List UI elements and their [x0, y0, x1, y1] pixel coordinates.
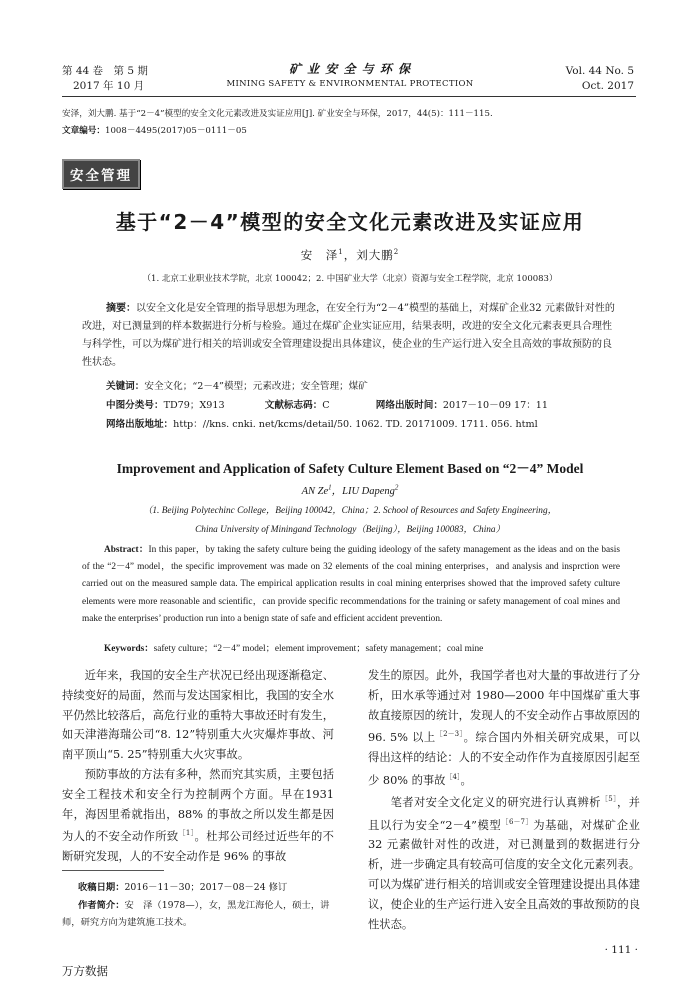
en-author-2: LIU Dapeng [342, 486, 395, 497]
body-right-p1-text-a: 发生的原因。此外，我国学者也对大量的事故进行了分析，田水承等通过对 1980—2000 年中国煤矿重大事故直接原因的统计，发现人的不安全动作占事故原因的 96. 5% 以上 [368, 669, 640, 745]
received-date [62, 879, 334, 897]
body-right-p1-text-b: 。综合国内外相关研究成果，可以得出这样的结论：人的不安全动作作为直接原因引起至少 80% 的事故 [368, 731, 640, 787]
online-address-value[interactable]: http：//kns. cnki. net/kcms/detail/50. 1062. TD. 20171009. 1711. 056. html [173, 419, 538, 430]
citation-ref-6-7[interactable]: ［6－7］ [501, 817, 534, 826]
author-bio-value: 安 泽（1978—），女，黑龙江海伦人，硕士，讲师，研究方向为建筑施工技术。 [62, 899, 330, 928]
doc-code-value: C [322, 400, 330, 411]
online-address-label: 网络出版地址： [106, 419, 174, 430]
header-issue-cn: 第 44 卷 第 5 期 [62, 65, 148, 77]
en-author-line [40, 483, 660, 498]
author-1: 安 泽 [300, 248, 339, 262]
author-line [60, 247, 640, 263]
classification-line [106, 397, 646, 415]
keywords-cn [106, 378, 626, 396]
keywords-cn-label: 关键词： [106, 381, 145, 392]
en-title: Improvement and Application of Safety Culture Element Based on “2－4” Model [116, 461, 584, 476]
body-right-p2-text-b: ，并且以行为安全“2－4”模型 [368, 796, 640, 832]
citation-ref-4[interactable]: ［4］ [445, 772, 461, 781]
en-author-separator: ， [331, 486, 343, 497]
body-left-column [62, 666, 334, 867]
author-separator: ， [343, 248, 357, 262]
author-bio-label: 作者简介： [78, 899, 125, 911]
en-affiliation [40, 502, 660, 540]
body-right-p2-text-c: 为基础，对煤矿企业32 元素做针对性的改进，对已测量到的数据进行分析，进一步确定具有较高可信度的安全文化元素列表。可以为煤矿进行相关的培训或安全管理建设提出具体建议，使企业的生产运行进入安全且高效的事故预防的良性状态。 [368, 818, 640, 931]
en-author-1: AN Ze [301, 486, 329, 497]
section-label: 安全管理 [62, 159, 140, 189]
abstract-cn [82, 300, 620, 372]
affiliation: （1. 北京工业职业技术学院，北京 100042；2. 中国矿业大学（北京）资源与安全工程学院，北京 100083） [142, 274, 558, 284]
header-issue [62, 64, 148, 94]
journal-name-en: MINING SAFETY & ENVIRONMENTAL PROTECTION [226, 79, 474, 89]
page-number: · 111 · [604, 944, 638, 956]
en-author-2-affil: 2 [394, 483, 399, 492]
body-right-p2-text-a: 笔者对安全文化定义的研究进行认真辨析 [390, 796, 601, 810]
body-right-paragraph-1 [368, 666, 640, 790]
article-number-label: 文章编号： [62, 126, 105, 136]
keywords-cn-text: 安全文化；“2－4”模型；元素改进；安全管理；煤矿 [144, 381, 368, 392]
abstract-cn-text: 以安全文化是安全管理的指导思想为理念，在安全行为“2－4”模型的基础上，对煤矿企业32 元素做针对性的改进，对已测量到的样本数据进行分析与检验。通过在煤矿企业实证应用，结果表明，改进的安全文化元素表更具合理性与科学性，可以为煤矿进行相关的培训或安全管理建设提出具体建议，使企业的生产运行进入安全且高效的事故预防的良性状态。 [82, 303, 615, 368]
body-right-column [368, 666, 640, 934]
header-volume [566, 64, 634, 94]
abstract-en-label: Abstract： [104, 545, 149, 555]
watermark-text: 万方数据 [62, 964, 108, 978]
abstract-en-text: In this paper，by taking the safety culture being the guiding ideology of the safety management as the ideas and on the basis of the “2－4” model，the specific improvement was made on 32 elements of the coal mining enterprises，and analysis and insprction were carried out on the measured sample data. The empirical application results in coal mining enterprises showed that the improved safety culture elements were more reasonable and scientific，can provide specific recommendations for the training or safety management of coal mines and make the enterprises’ production run into a benign state of safe and efficient accident prevention. [82, 545, 620, 624]
keywords-en-label: Keywords： [104, 644, 154, 654]
article-number [62, 123, 642, 140]
pub-time-value: 2017－10－09 17：11 [442, 400, 548, 411]
body-left-paragraph-2 [62, 765, 334, 867]
body-right-paragraph-2 [368, 790, 640, 934]
en-author-1-affil: 1 [328, 483, 332, 492]
received-date-value: 2016－11－30；2017－08－24 修订 [124, 882, 288, 893]
doc-code-label: 文献标志码： [264, 400, 323, 411]
received-date-label: 收稿日期： [78, 882, 125, 893]
author-1-affil: 1 [338, 248, 344, 257]
en-affiliation-line-2: China University of Miningand Technology（Beijing），Beijing 100083，China） [195, 525, 505, 535]
author-bio [62, 897, 334, 932]
citation-ref-1[interactable]: ［1］ [178, 829, 195, 838]
citation-reference: 安泽，刘大鹏. 基于“2－4”模型的安全文化元素改进及实证应用[J]. 矿业安全与环保，2017，44(5)：111－115. [62, 109, 493, 119]
header-journal [190, 60, 510, 89]
clc-value: TD79；X913 [163, 400, 225, 411]
citation-ref-5[interactable]: ［5］ [600, 795, 617, 804]
header-date-cn: 2017 年 10 月 [73, 80, 145, 92]
author-2: 刘大鹏 [356, 248, 394, 262]
abstract-cn-label: 摘要： [106, 303, 136, 314]
online-address [106, 416, 646, 434]
header-volume-en: Vol. 44 No. 5 [565, 65, 634, 77]
abstract-en [82, 542, 620, 628]
body-left-p2-text-b: 。杜邦公司经过近些年的不断研究发现，人的不安全动作是 96% 的事故 [62, 830, 334, 863]
keywords-en [104, 641, 624, 658]
journal-name-cn: 矿 业 安 全 与 环 保 [288, 62, 412, 76]
paper-title: 基于“2－4”模型的安全文化元素改进及实证应用 [115, 210, 585, 234]
body-left-paragraph-1: 近年来，我国的安全生产状况已经出现逐渐稳定、持续变好的局面，然而与发达国家相比，我国的安全水平仍然比较落后，高危行业的重特大事故还时有发生，如天津港海瑞公司“8. 12”特别重大火灾爆炸事故、河南平顶山“5. 25”特别重大火灾事故。 [62, 669, 334, 762]
article-number-value: 1008－4495(2017)05－0111－05 [104, 126, 247, 136]
clc-label: 中图分类号： [106, 400, 164, 411]
body-left-p2-text-a: 预防事故的方法有多种，然而究其实质，主要包括安全工程技术和安全行为控制两个方面。早在1931 年，海因里希就指出，88% 的事故之所以发生都是因为人的不安全动作所致 [62, 767, 334, 844]
body-right-p1-text-c: 。 [460, 773, 472, 787]
author-2-affil: 2 [393, 248, 400, 257]
en-affiliation-line-1: （1. Beijing Polytechinc College，Beijing 100042，China；2. School of Resources and Safety Engineering， [143, 506, 557, 516]
footnote [62, 879, 334, 932]
pub-time-label: 网络出版时间： [375, 400, 443, 411]
header-date-en: Oct. 2017 [581, 80, 634, 92]
citation-block [62, 106, 642, 140]
header-rule [62, 96, 636, 97]
citation-ref-2-3[interactable]: ［2－3］ [435, 730, 464, 739]
footnote-rule [62, 870, 164, 871]
keywords-en-text: safety culture；“2－4” model；element improvement；safety management；coal mine [153, 644, 484, 654]
